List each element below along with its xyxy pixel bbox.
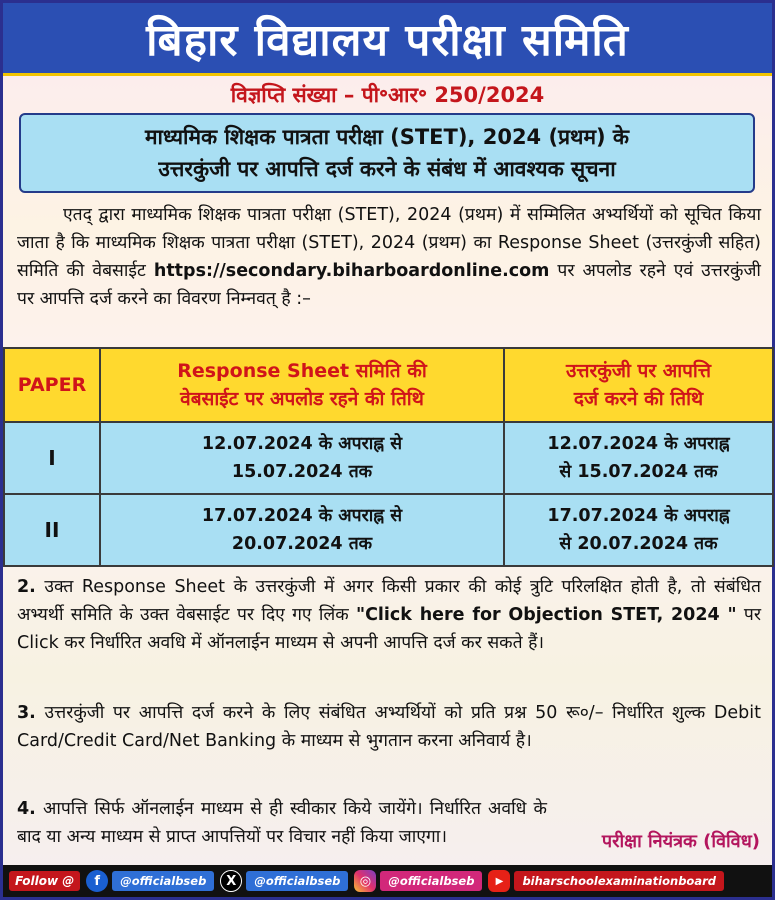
paragraph-3-number: 3. [17, 703, 36, 723]
instagram-handle: @officialbseb [380, 871, 482, 891]
facebook-link[interactable] [86, 870, 214, 892]
header-upload-line-1: Response Sheet समिति की [177, 360, 427, 382]
objection-date-line-1: 17.07.2024 के अपराह्न [547, 506, 730, 526]
schedule-table [3, 347, 774, 567]
paragraph-2-number: 2. [17, 577, 36, 597]
header-upload-line-2: वेबसाईट पर अपलोड रहने की तिथि [180, 388, 424, 410]
objection-date-line-1: 12.07.2024 के अपराह्न [547, 434, 730, 454]
intro-text-after: पर अपलोड रहने एवं उत्तरकुंजी पर आपत्ति दर्ज करने का विवरण निम्नवत् है :– [17, 261, 761, 309]
header-banner [3, 3, 772, 76]
intro-paragraph [17, 201, 761, 313]
header-paper: PAPER [4, 348, 100, 422]
upload-date-line-2: 20.07.2024 तक [231, 534, 373, 554]
youtube-link[interactable] [488, 870, 724, 892]
objection-date-cell [504, 494, 773, 566]
paragraph-2 [17, 573, 761, 657]
paragraph-3-text: उत्तरकुंजी पर आपत्ति दर्ज करने के लिए संबंधित अभ्यर्थियों को प्रति प्रश्न 50 रू०/– निर्धारित शुल्क Debit Card/Credit Card/Net Banking के माध्यम से भुगतान करना अनिवार्य है। [17, 703, 761, 751]
signature: परीक्षा नियंत्रक (विविध) [601, 831, 760, 852]
objection-date-cell [504, 422, 773, 494]
header-objection-line-2: दर्ज करने की तिथि [573, 388, 704, 410]
header-upload-date [100, 348, 504, 422]
paragraph-4 [17, 795, 547, 851]
header-objection-date [504, 348, 773, 422]
youtube-handle: biharschoolexaminationboard [514, 871, 724, 891]
page-title: बिहार विद्यालय परीक्षा समिति [146, 15, 629, 66]
paragraph-3 [17, 699, 761, 755]
x-handle: @officialbseb [246, 871, 348, 891]
upload-date-cell [100, 494, 504, 566]
table-row [4, 422, 773, 494]
follow-label: Follow @ [9, 871, 80, 891]
facebook-icon: f [86, 870, 108, 892]
upload-date-line-1: 12.07.2024 के अपराह्न से [201, 434, 403, 454]
instagram-icon: ◎ [354, 870, 376, 892]
intro-text-before: एतद् द्वारा माध्यमिक शिक्षक पात्रता परीक्षा (STET), 2024 (प्रथम) में सम्मिलित अभ्यर्थियों को सूचित किया जाता है कि माध्यमिक शिक्षक पात्रता परीक्षा (STET), 2024 (प्रथम) का Response Sheet (उत्तरकुंजी सहित) समिति की वेबसाईट [17, 205, 761, 281]
subject-line-1: माध्यमिक शिक्षक पात्रता परीक्षा (STET), 2024 (प्रथम) के [144, 125, 630, 149]
social-footer [3, 865, 772, 897]
objection-date-line-2: से 15.07.2024 तक [559, 462, 718, 482]
table-header-row [4, 348, 773, 422]
paragraph-4-text: आपत्ति सिर्फ ऑनलाईन माध्यम से ही स्वीकार किये जायेंगे। निर्धारित अवधि के बाद या अन्य माध्यम से प्राप्त आपत्तियों पर विचार नहीं किया जाएगा। [17, 799, 547, 847]
paper-cell: II [4, 494, 100, 566]
upload-date-cell [100, 422, 504, 494]
instagram-link[interactable] [354, 870, 482, 892]
facebook-handle: @officialbseb [112, 871, 214, 891]
paragraph-2-text-before: उक्त Response Sheet के उत्तरकुंजी में अगर किसी प्रकार की कोई त्रुटि परिलक्षित होती है, तो संबंधित अभ्यर्थी समिति के उक्त वेबसाईट पर दिए गए लिंक [17, 577, 761, 625]
paragraph-4-number: 4. [17, 799, 36, 819]
upload-date-line-2: 15.07.2024 तक [231, 462, 373, 482]
website-link[interactable]: https://secondary.biharboardonline.com [153, 261, 550, 281]
upload-date-line-1: 17.07.2024 के अपराह्न से [201, 506, 403, 526]
subject-box [19, 113, 755, 193]
objection-link-text: "Click here for Objection STET, 2024 " [355, 605, 737, 625]
notice-number: विज्ञप्ति संख्या – पी॰आर॰ 250/2024 [230, 83, 545, 107]
x-link[interactable] [220, 870, 348, 892]
header-objection-line-1: उत्तरकुंजी पर आपत्ति [566, 360, 711, 382]
subject-line-2: उत्तरकुंजी पर आपत्ति दर्ज करने के संबंध में आवश्यक सूचना [158, 157, 616, 181]
paragraph-2-text-after: पर Click कर निर्धारित अवधि में ऑनलाईन माध्यम से अपनी आपत्ति दर्ज कर सकते हैं। [17, 605, 761, 653]
paper-cell: I [4, 422, 100, 494]
youtube-icon: ▶ [488, 870, 510, 892]
x-icon: X [220, 870, 242, 892]
objection-date-line-2: से 20.07.2024 तक [559, 534, 718, 554]
table-row [4, 494, 773, 566]
